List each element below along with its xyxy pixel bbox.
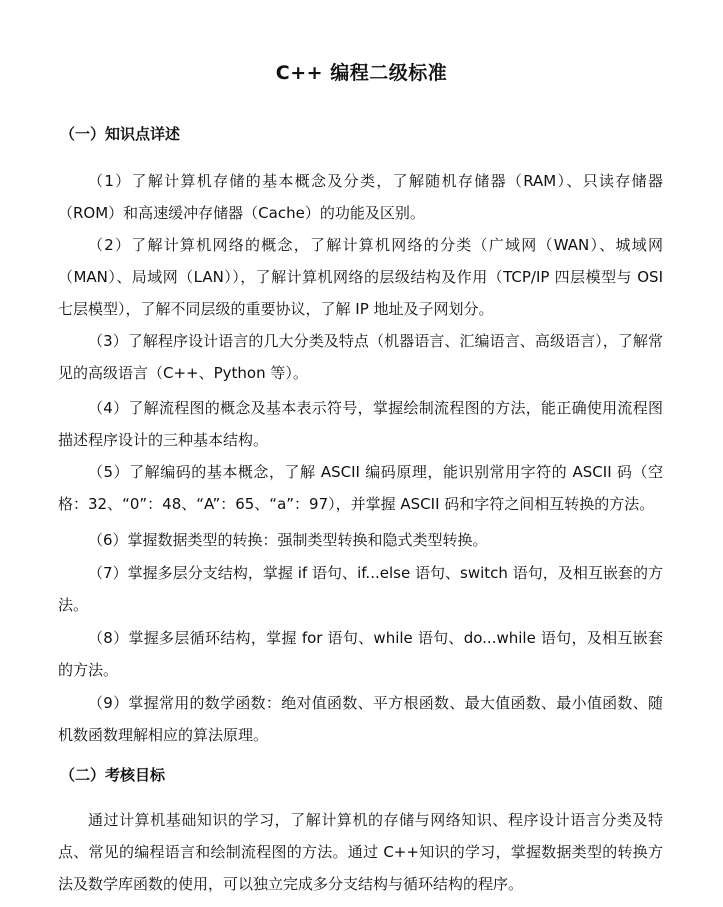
- knowledge-item-3: （3）了解程序设计语言的几大分类及特点（机器语言、汇编语言、高级语言），了解常见的高级语言（C++、Python 等）。: [58, 332, 663, 382]
- section-heading-knowledge-points: （一）知识点详述: [60, 125, 181, 143]
- assessment-goals-body: 通过计算机基础知识的学习，了解计算机的存储与网络知识、程序设计语言分类及特点、常见的编程语言和绘制流程图的方法。通过 C++知识的学习，掌握数据类型的转换方法及数学库函数的使用，可以独立完成多分支结构与循环结构的程序。: [58, 811, 663, 893]
- knowledge-item-8: （8）掌握多层循环结构，掌握 for 语句、while 语句、do...while 语句，及相互嵌套的方法。: [58, 629, 663, 679]
- knowledge-item-7: （7）掌握多层分支结构，掌握 if 语句、if...else 语句、switch 语句，及相互嵌套的方法。: [58, 564, 663, 614]
- knowledge-item-4: （4）了解流程图的概念及基本表示符号，掌握绘制流程图的方法，能正确使用流程图描述程序设计的三种基本结构。: [58, 399, 663, 449]
- page-title: C++ 编程二级标准: [275, 62, 448, 84]
- knowledge-item-9: （9）掌握常用的数学函数：绝对值函数、平方根函数、最大值函数、最小值函数、随机数函数理解相应的算法原理。: [58, 694, 663, 744]
- section-heading-assessment-goals: （二）考核目标: [60, 766, 166, 784]
- knowledge-item-5: （5）了解编码的基本概念，了解 ASCII 编码原理，能识别常用字符的 ASCII 码（空格：32、“0”：48、“A”：65、“a”：97），并掌握 ASCII 码和字符之间相互转换的方法。: [58, 463, 663, 513]
- knowledge-item-6: （6）掌握数据类型的转换：强制类型转换和隐式类型转换。: [88, 531, 488, 549]
- knowledge-item-1: （1）了解计算机存储的基本概念及分类，了解随机存储器（RAM）、只读存储器（ROM）和高速缓冲存储器（Cache）的功能及区别。: [58, 172, 663, 222]
- knowledge-item-2: （2）了解计算机网络的概念，了解计算机网络的分类（广域网（WAN）、城域网（MAN）、局域网（LAN）），了解计算机网络的层级结构及作用（TCP/IP 四层模型与 OSI 七层模型），了解不同层级的重要协议，了解 IP 地址及子网划分。: [58, 236, 663, 318]
